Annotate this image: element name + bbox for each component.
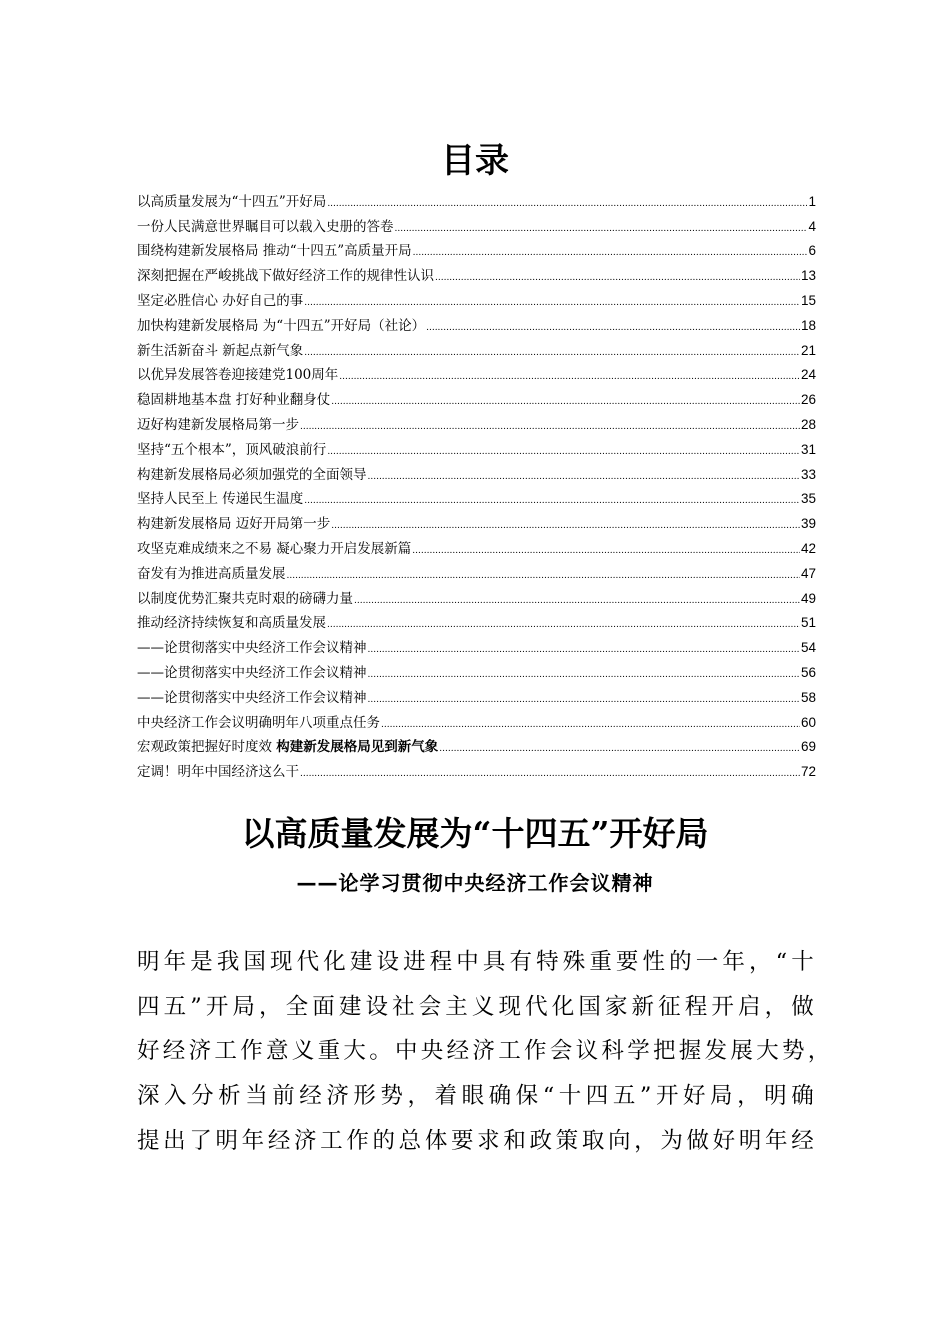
toc-dot-leader [439, 742, 800, 756]
toc-entry[interactable] [137, 508, 816, 533]
toc-entry-title [137, 366, 338, 384]
toc-entry-page-number: 33 [800, 466, 816, 482]
toc-dot-leader [368, 693, 800, 707]
toc-entry-page-number: 18 [800, 317, 816, 333]
toc-dot-leader [426, 321, 800, 335]
toc-dot-leader [304, 346, 800, 360]
toc-entry-page-number: 28 [800, 416, 816, 432]
toc-entry[interactable] [137, 533, 816, 558]
toc-entry-title [137, 218, 394, 236]
toc-dot-leader [331, 519, 800, 533]
toc-entry-title [137, 714, 380, 732]
toc-entry[interactable] [137, 583, 816, 608]
toc-entry-title-text: ——论贯彻落实中央经济工作会议精神 [137, 689, 367, 706]
toc-entry-title [137, 292, 303, 310]
toc-entry[interactable] [137, 285, 816, 310]
toc-entry-title-text: 宏观政策把握好时度效 [137, 739, 277, 756]
toc-entry-title [137, 391, 330, 409]
toc-entry-page-number: 1 [808, 193, 816, 209]
toc-entry[interactable] [137, 459, 816, 484]
toc-entry-title [137, 193, 326, 211]
toc-dot-leader [327, 197, 807, 211]
toc-entry[interactable] [137, 632, 816, 657]
toc-dot-leader [300, 767, 800, 781]
toc-entry-title [137, 738, 438, 756]
toc-entry-title-text: 奋发有为推进高质量发展 [137, 565, 286, 582]
toc-entry[interactable] [137, 434, 816, 459]
toc-dot-leader [413, 246, 808, 260]
toc-entry-page-number: 26 [800, 392, 816, 408]
toc-entry[interactable] [137, 732, 816, 757]
toc-entry-title [137, 416, 299, 434]
toc-entry-title [137, 317, 425, 335]
toc-entry[interactable] [137, 484, 816, 509]
toc-entry-title [137, 614, 326, 632]
toc-entry-page-number: 69 [800, 739, 816, 755]
toc-entry-title [137, 565, 286, 583]
toc-entry-page-number: 15 [800, 292, 816, 308]
toc-entry[interactable] [137, 657, 816, 682]
toc-entry-page-number: 72 [800, 764, 816, 780]
toc-entry-page-number: 24 [800, 367, 816, 383]
toc-entry-title-text: 攻坚克难成绩来之不易 凝心聚力开启发展新篇 [137, 540, 412, 557]
toc-entry[interactable] [137, 260, 816, 285]
toc-entry[interactable] [137, 682, 816, 707]
toc-entry[interactable] [137, 335, 816, 360]
article-body-line: 明年是我国现代化建设进程中具有特殊重要性的一年，“十 [137, 949, 817, 975]
toc-entry-title-text: 一份人民满意世界瞩目可以载入史册的答卷 [137, 218, 394, 235]
toc-entry-title-text: 围绕构建新发展格局 推动“十四五”高质量开局 [137, 243, 412, 260]
toc-entry-title-text: 定调！明年中国经济这么干 [137, 764, 299, 781]
toc-entry-title-text: 推动经济持续恢复和高质量发展 [137, 615, 326, 632]
toc-dot-leader [304, 296, 800, 310]
toc-dot-leader [327, 445, 800, 459]
toc-entry-title [137, 490, 303, 508]
toc-entry[interactable] [137, 409, 816, 434]
toc-entry-title-text: 以高质量发展为“十四五”开好局 [137, 193, 327, 210]
toc-title: 目录 [441, 141, 509, 181]
toc-entry-title [137, 466, 367, 484]
toc-dot-leader [368, 643, 800, 657]
toc-entry-title [137, 540, 411, 558]
toc-entry-title-text: 构建新发展格局 迈好开局第一步 [137, 516, 331, 533]
toc-entry-title-text: 坚持人民至上 传递民生温度 [137, 491, 304, 508]
toc-entry-page-number: 6 [808, 243, 816, 259]
toc-entry-title-text: 坚持“五个根本”，顶风破浪前行 [137, 441, 327, 458]
article-subtitle: ——论学习贯彻中央经济工作会议精神 [296, 871, 654, 895]
toc-entry-page-number: 42 [800, 540, 816, 556]
article-body-line: 四五”开局，全面建设社会主义现代化国家新征程开启，做 [137, 993, 817, 1020]
toc-dot-leader [395, 222, 808, 236]
toc-entry-title-text: ——论贯彻落实中央经济工作会议精神 [137, 640, 367, 657]
toc-entry-title [137, 763, 299, 781]
toc-entry[interactable] [137, 558, 816, 583]
toc-entry-title-text: 坚定必胜信心 办好自己的事 [137, 292, 304, 309]
toc-entry-page-number: 35 [800, 491, 816, 507]
toc-entry-title [137, 267, 434, 285]
toc-entry-title [137, 515, 330, 533]
article-body-line: 深入分析当前经济形势，着眼确保“十四五”开好局，明确 [137, 1083, 817, 1110]
toc-entry-title [137, 689, 367, 707]
table-of-contents [137, 186, 816, 781]
article-body-line: 好经济工作意义重大。中央经济工作会议科学把握发展大势， [137, 1038, 834, 1065]
toc-entry[interactable] [137, 236, 816, 261]
toc-entry-title-text: ——论贯彻落实中央经济工作会议精神 [137, 664, 367, 681]
toc-entry-title-bold: 构建新发展格局见到新气象 [276, 739, 439, 756]
toc-dot-leader [327, 618, 800, 632]
toc-entry-title [137, 664, 367, 682]
toc-dot-leader [354, 594, 800, 608]
toc-entry-page-number: 58 [800, 689, 816, 705]
toc-entry[interactable] [137, 360, 816, 385]
toc-entry-page-number: 49 [800, 590, 816, 606]
toc-entry-title [137, 639, 367, 657]
toc-entry-page-number: 54 [800, 640, 816, 656]
toc-entry-page-number: 21 [800, 342, 816, 358]
toc-entry-page-number: 56 [800, 664, 816, 680]
toc-dot-leader [287, 569, 800, 583]
toc-dot-leader [300, 420, 800, 434]
article-body-line: 提出了明年经济工作的总体要求和政策取向，为做好明年经 [137, 1127, 817, 1154]
toc-entry-page-number: 39 [800, 516, 816, 532]
toc-entry[interactable] [137, 608, 816, 633]
toc-entry-page-number: 51 [800, 615, 816, 631]
toc-entry-title-text: 以优异发展答卷迎接建党100周年 [137, 367, 339, 384]
toc-entry-page-number: 4 [808, 218, 816, 234]
toc-dot-leader [368, 668, 800, 682]
toc-entry-title-text: 新生活新奋斗 新起点新气象 [137, 342, 304, 359]
toc-entry-title [137, 590, 353, 608]
toc-dot-leader [368, 470, 800, 484]
toc-entry[interactable] [137, 310, 816, 335]
toc-entry-title-text: 以制度优势汇聚共克时艰的磅礴力量 [137, 590, 353, 607]
toc-entry-title-text: 稳固耕地基本盘 打好种业翻身仗 [137, 392, 331, 409]
toc-entry-title-text: 构建新发展格局必须加强党的全面领导 [137, 466, 367, 483]
toc-entry[interactable] [137, 756, 816, 781]
toc-dot-leader [412, 544, 800, 558]
toc-dot-leader [435, 271, 800, 285]
toc-entry-title-text: 深刻把握在严峻挑战下做好经济工作的规律性认识 [137, 268, 434, 285]
article-title: 以高质量发展为“十四五”开好局 [241, 814, 709, 853]
toc-entry[interactable] [137, 211, 816, 236]
toc-entry-title-text: 中央经济工作会议明确明年八项重点任务 [137, 714, 380, 731]
toc-entry-title-text: 迈好构建新发展格局第一步 [137, 416, 299, 433]
toc-entry-title [137, 342, 303, 360]
toc-entry-title [137, 441, 326, 459]
toc-entry[interactable] [137, 707, 816, 732]
toc-dot-leader [304, 494, 800, 508]
toc-entry[interactable] [137, 186, 816, 211]
toc-entry-page-number: 47 [800, 565, 816, 581]
toc-entry-page-number: 13 [800, 268, 816, 284]
article-body [137, 940, 834, 1163]
toc-dot-leader [331, 395, 800, 409]
toc-entry-title-text: 加快构建新发展格局 为“十四五”开好局（社论） [137, 317, 426, 334]
toc-dot-leader [339, 370, 800, 384]
toc-entry-page-number: 31 [800, 441, 816, 457]
toc-dot-leader [381, 718, 800, 732]
toc-entry-title [137, 242, 412, 260]
toc-entry[interactable] [137, 384, 816, 409]
toc-entry-page-number: 60 [800, 714, 816, 730]
